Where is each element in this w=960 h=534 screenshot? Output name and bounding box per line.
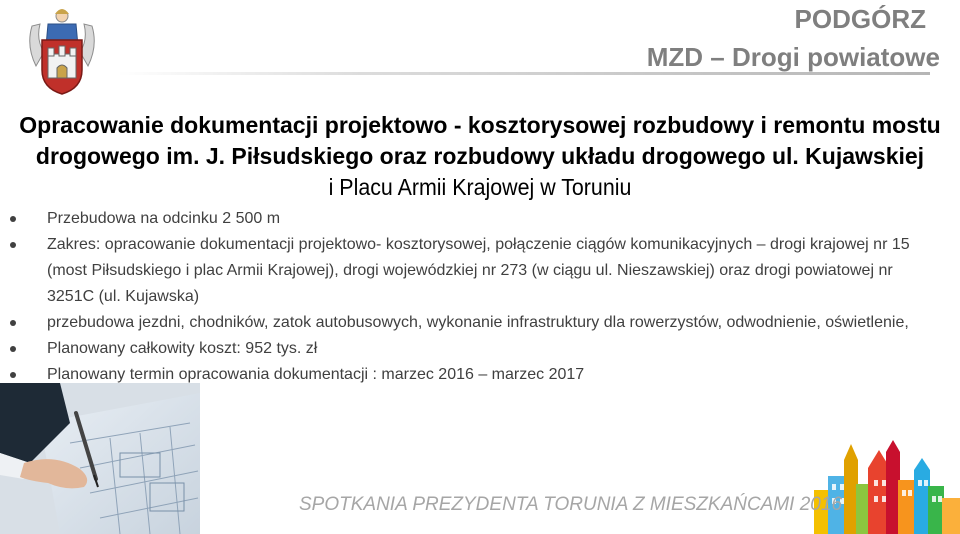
- bullet-list: [0, 206, 940, 388]
- title-line-1: Opracowanie dokumentacji projektowo - kosztorysowej rozbudowy i remontu mostu: [19, 112, 941, 138]
- list-item: [0, 206, 940, 232]
- list-item: [0, 232, 940, 310]
- title-line-2: drogowego im. J. Piłsudskiego oraz rozbudowy układu drogowego ul. Kujawskiej: [35, 143, 925, 169]
- bullet-icon: [10, 346, 16, 352]
- blueprint-drawing-hand-icon: [0, 383, 200, 534]
- bullet-icon: [10, 216, 16, 222]
- torun-coat-of-arms-icon: [26, 6, 98, 96]
- bullet-icon: [10, 242, 16, 248]
- title-line-3: i Placu Armii Krajowej w Toruniu: [328, 174, 632, 200]
- list-item-text: przebudowa jezdni, chodników, zatok autobusowych, wykonanie infrastruktury dla rowerzystów, odwodnienie, oświetlenie,: [47, 314, 909, 331]
- city-skyline-icon: [808, 440, 960, 534]
- bullet-icon: [10, 372, 16, 378]
- list-item: [0, 310, 940, 336]
- list-item-text: Planowany termin opracowania dokumentacji : marzec 2016 – marzec 2017: [47, 366, 585, 383]
- list-item: [0, 336, 940, 362]
- header-subtitle: MZD – Drogi powiatowe: [646, 42, 940, 72]
- footer-text: SPOTKANIA PREZYDENTA TORUNIA Z MIESZKAŃCAMI 2016: [299, 494, 843, 515]
- bullet-icon: [10, 320, 16, 326]
- list-item-text: Przebudowa na odcinku 2 500 m: [47, 210, 281, 227]
- header-title: PODGÓRZ: [794, 4, 926, 34]
- header-divider: [118, 72, 930, 75]
- list-item-text: Zakres: opracowanie dokumentacji projektowo- kosztorysowej, połączenie ciągów komunikacyjnych – drogi krajowej nr 15 (most Piłsudskiego i plac Armii Krajowej), drogi wojewódzkiej nr 273 (w ciągu ul. Nieszawskiej) oraz drogi powiatowej nr 3251C (ul. Kujawska): [47, 236, 910, 305]
- list-item-text: Planowany całkowity koszt: 952 tys. zł: [47, 340, 318, 357]
- page-title: [0, 110, 960, 203]
